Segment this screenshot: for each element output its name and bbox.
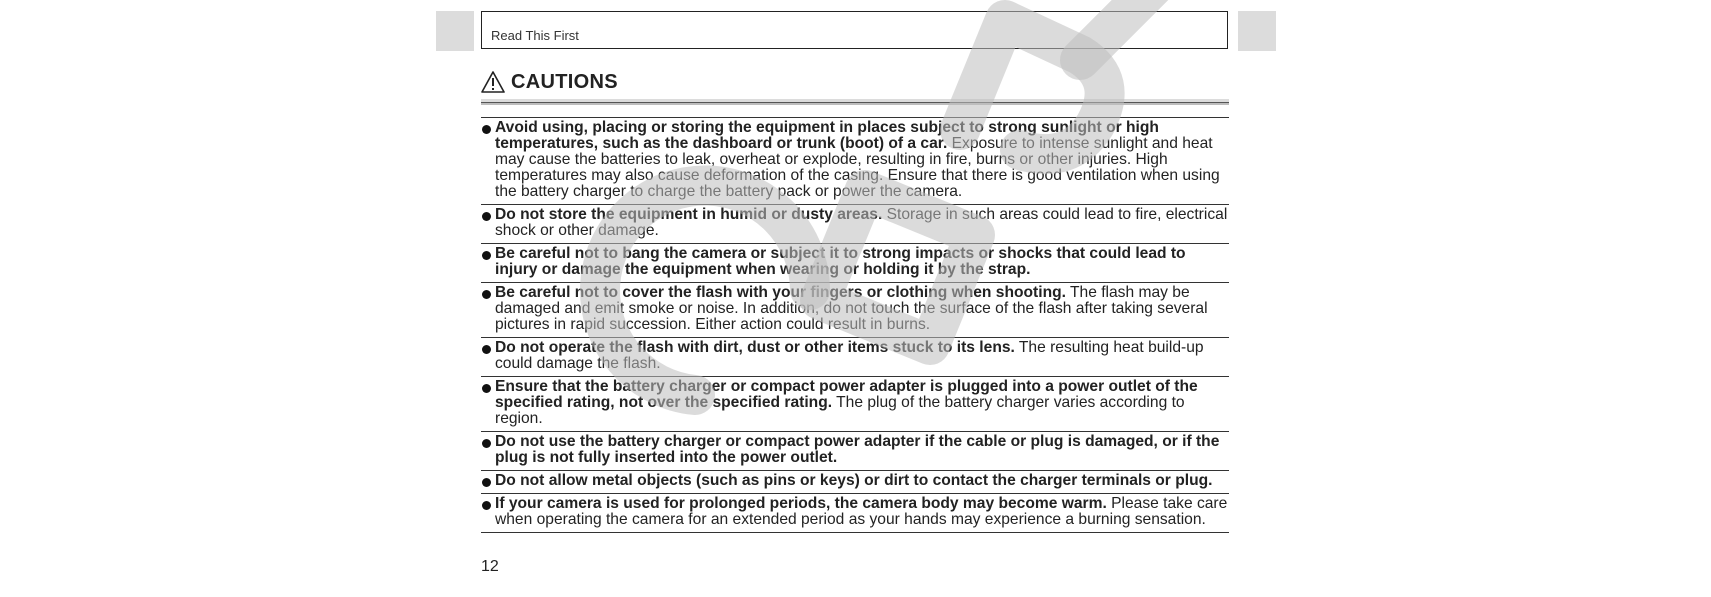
- bullet-dot-icon: [482, 478, 491, 487]
- caution-item: [481, 377, 1229, 432]
- caution-bold-text: Be careful not to cover the flash with your fingers or clothing when shooting.: [495, 284, 1066, 301]
- caution-bold-text: Be careful not to bang the camera or subject it to strong impacts or shocks that could lead to injury or damage the equipment when wearing or holding it by the strap.: [495, 245, 1186, 278]
- caution-bold-text: If your camera is used for prolonged periods, the camera body may become warm.: [495, 495, 1107, 512]
- caution-bold-text: Ensure that the battery charger or compact power adapter is plugged into a power outlet of the specified rating, not over the specified rating.: [495, 378, 1198, 411]
- caution-body-text: The plug of the battery charger varies according to region.: [495, 394, 1185, 427]
- caution-item: [481, 338, 1229, 377]
- page-tab-right: [1238, 11, 1276, 51]
- section-header-label: Read This First: [491, 28, 579, 43]
- bullet-dot-icon: [482, 212, 491, 221]
- caution-body-text: Exposure to intense sunlight and heat may cause the batteries to leak, overheat or explode, resulting in fire, burns or other injuries. High temperatures may also cause deformation of the casing. Ensure that there is good ventilation when using the battery charger to charge the battery pack or power the camera.: [495, 135, 1220, 200]
- bullet-dot-icon: [482, 125, 491, 134]
- caution-bold-text: Do not store the equipment in humid or dusty areas.: [495, 206, 883, 223]
- caution-item: [481, 494, 1229, 533]
- page-number: 12: [481, 558, 499, 575]
- cautions-heading: [481, 68, 618, 96]
- cautions-title: CAUTIONS: [511, 70, 618, 93]
- cautions-list: [481, 117, 1229, 533]
- section-header: [481, 11, 1228, 49]
- page-tab-left: [436, 11, 474, 51]
- warning-triangle-icon: [481, 70, 505, 94]
- caution-body-text: Storage in such areas could lead to fire, electrical shock or other damage.: [495, 206, 1228, 239]
- caution-body-text: The flash may be damaged and emit smoke or noise. In addition, do not touch the surface of the flash after taking several pictures in rapid succession. Either action could result in burns.: [495, 284, 1208, 333]
- caution-body-text: Please take care when operating the camera for an extended period as your hands may experience a burning sensation.: [495, 495, 1228, 528]
- caution-item: [481, 205, 1229, 244]
- caution-bold-text: Do not allow metal objects (such as pins or keys) or dirt to contact the charger terminals or plug.: [495, 472, 1213, 489]
- caution-item: [481, 244, 1229, 283]
- caution-item: [481, 432, 1229, 471]
- caution-item: [481, 283, 1229, 338]
- bullet-dot-icon: [482, 251, 491, 260]
- caution-bold-text: Do not use the battery charger or compact power adapter if the cable or plug is damaged, or if the plug is not fully inserted into the power outlet.: [495, 433, 1220, 466]
- bullet-dot-icon: [482, 345, 491, 354]
- caution-body-text: The resulting heat build-up could damage the flash.: [495, 339, 1204, 372]
- caution-item: [481, 471, 1229, 494]
- bullet-dot-icon: [482, 501, 491, 510]
- caution-bold-text: Avoid using, placing or storing the equipment in places subject to strong sunlight or high temperatures, such as the dashboard or trunk (boot) of a car.: [495, 119, 1159, 152]
- bullet-dot-icon: [482, 290, 491, 299]
- caution-item: [481, 118, 1229, 205]
- caution-bold-text: Do not operate the flash with dirt, dust or other items stuck to its lens.: [495, 339, 1015, 356]
- heading-rule: [481, 99, 1229, 105]
- bullet-dot-icon: [482, 439, 491, 448]
- bullet-dot-icon: [482, 384, 491, 393]
